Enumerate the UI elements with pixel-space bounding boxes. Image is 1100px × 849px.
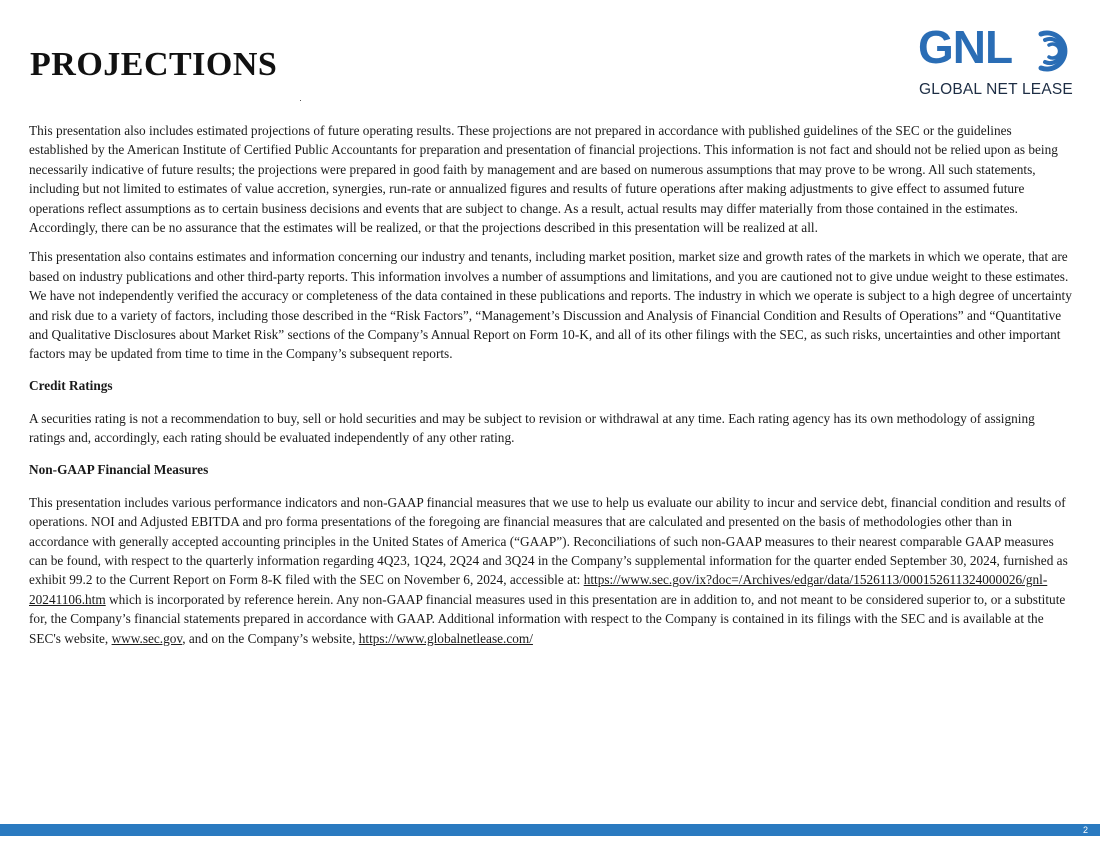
sec-website-link[interactable]: www.sec.gov xyxy=(111,630,183,646)
logo-wordmark: GNL xyxy=(918,21,1013,73)
non-gaap-text-1: This presentation includes various performance indicators and non-GAAP financial measures that we use to help us evaluate our ability to incur and service debt, financial condition and results of operations. NOI and Adjusted EBITDA and pro forma presentations of the foregoing are financial measures that are calculated and presented on the basis of methodologies other than in accordance with generally accepted accounting principles in the United States of America (“GAAP”). Reconciliations of such non-GAAP measures to their nearest comparable GAAP measures can be found, with respect to the quarterly information regarding 4Q23, 1Q24, 2Q24 and 3Q24 in the Company’s supplemental information for the quarter ended September 30, 2024, furnished as exhibit 99.2 to the Current Report on Form 8-K filed with the SEC on November 6, 2024, accessible at: xyxy=(29,494,1068,588)
gnl-logo xyxy=(916,21,1076,104)
non-gaap-text-2: which is incorporated by reference herein. Any non-GAAP financial measures used in this presentation are in addition to, and not meant to be considered superior to, or a substitute for, the Company’s financial statements prepared in accordance with GAAP. Additional information with respect to the Company is contained in its filings with the SEC and is available at the SEC's website, xyxy=(29,591,1066,646)
title-dot xyxy=(300,100,301,101)
credit-ratings-paragraph: A securities rating is not a recommendation to buy, sell or hold securities and may be subject to revision or withdrawal at any time. Each rating agency has its own methodology of assigning ratings and, accordingly, each rating should be evaluated independently of any other rating. xyxy=(29,410,1035,446)
footer-bar xyxy=(0,824,1100,836)
document-body xyxy=(29,121,1074,658)
non-gaap-paragraph xyxy=(29,493,1074,648)
projections-paragraph: This presentation also includes estimated projections of future operating results. These projections are not prepared in accordance with published guidelines of the SEC or the guidelines established by the American Institute of Certified Public Accountants for preparation and presentation of financial projections. This information is not fact and should not be relied upon as being necessarily indicative of future results; the projections were prepared in good faith by management and are based on numerous assumptions that may prove to be wrong. All such statements, including but not limited to estimates of value accretion, synergies, run-rate or annualized figures and results of future operations after making adjustments to give effect to assumed future operations reflect assumptions as to certain business decisions and events that are subject to change. As a result, actual results may differ materially from those contained in the estimates. Accordingly, there can be no assurance that the estimates will be realized, or that the projections described in this presentation will be realized at all. xyxy=(29,123,1058,236)
sec-filing-link[interactable]: https://www.sec.gov/ix?doc=/Archives/edgar/data/1526113/000152611324000026/gnl-20241106.htm xyxy=(29,572,1048,607)
non-gaap-text-3: , and on the Company’s website, xyxy=(182,630,359,646)
page-number: 2 xyxy=(1082,825,1088,835)
company-website-link[interactable]: https://www.globalnetlease.com/ xyxy=(358,630,533,646)
non-gaap-heading: Non-GAAP Financial Measures xyxy=(29,461,209,477)
logo-subtitle: GLOBAL NET LEASE xyxy=(919,81,1073,98)
swirl-icon xyxy=(1033,30,1075,72)
credit-ratings-heading: Credit Ratings xyxy=(29,377,113,393)
page-title: PROJECTIONS xyxy=(30,46,278,83)
industry-paragraph: This presentation also contains estimates and information concerning our industry and tenants, including market position, market size and growth rates of the markets in which we operate, that are based on industry publications and other third-party reports. This information involves a number of assumptions and limitations, and you are cautioned not to give undue weight to these estimates. We have not independently verified the accuracy or completeness of the data contained in these publications and reports. The industry in which we operate is subject to a high degree of uncertainty and risk due to a variety of factors, including those described in the “Risk Factors”, “Management’s Discussion and Analysis of Financial Condition and Results of Operations” and “Quantitative and Qualitative Disclosures about Market Risk” sections of the Company’s Annual Report on Form 10-K, and all of its other filings with the SEC, as such risks, uncertainties and other important factors may be updated from time to time in the Company’s subsequent reports. xyxy=(29,249,1072,362)
